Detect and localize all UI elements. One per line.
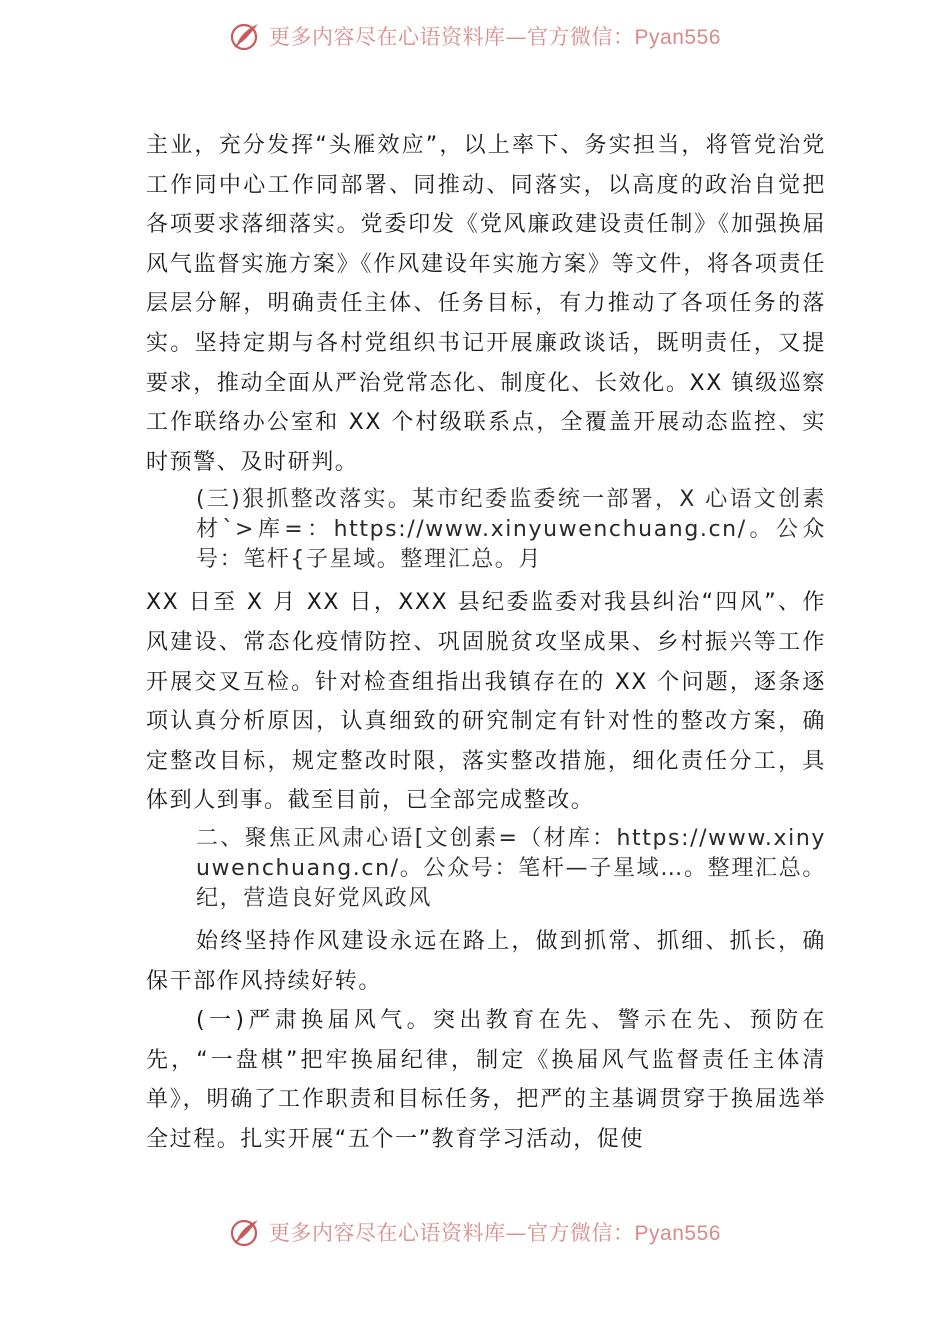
watermark-text: 更多内容尽在心语资料库—官方微信：Pyan556	[269, 1221, 721, 1245]
section-heading-watermarked: 二、聚焦正风肃心语[文创素=（材库：https://www.xinyuwenchuang.cn/。公众号：笔杆—子星域…。整理汇总。纪，营造良好党风政风	[196, 825, 826, 911]
paragraph-watermarked: (三)狠抓整改落实。某市纪委监委统一部署，X 心语文创素材`>库=：https://www.xinyuwenchuang.cn/。公众号：笔杆{子星域。整理汇总。月	[196, 487, 826, 573]
paragraph: XX 日至 X 月 XX 日，XXX 县纪委监委对我县纠治“四风”、作风建设、常态化疫情防控、巩固脱贫攻坚成果、乡村振兴等工作开展交叉互检。针对检查组指出我镇存在的 XX 个问题，逐条逐项认真分析原因，认真细致的研究制定有针对性的整改方案，确定整改目标，规定整改时限，落实整改措施，细化责任分工，具体到人到事。截至目前，已全部完成整改。	[146, 590, 826, 814]
watermark-text: 更多内容尽在心语资料库—官方微信：Pyan556	[269, 25, 721, 49]
watermark-banner-bottom	[0, 1212, 950, 1252]
wechat-id: Pyan556	[634, 26, 721, 49]
document-body	[146, 126, 826, 1159]
feather-logo-icon	[229, 1216, 261, 1248]
paragraph: (一)严肃换届风气。突出教育在先、警示在先、预防在先，“一盘棋”把牢换届纪律，制定《换届风气监督责任主体清单》，明确了工作职责和目标任务，把严的主基调贯穿于换届选举全过程。扎实开展“五个一”教育学习活动，促使	[146, 1008, 826, 1152]
wechat-id: Pyan556	[634, 1222, 721, 1245]
watermark-banner-top	[0, 16, 950, 56]
feather-logo-icon	[229, 20, 261, 52]
paragraph: 始终坚持作风建设永远在路上，做到抓常、抓细、抓长，确保干部作风持续好转。	[146, 928, 826, 994]
paragraph: 主业，充分发挥“头雁效应”，以上率下、务实担当，将管党治党工作同中心工作同部署、同推动、同落实，以高度的政治自觉把各项要求落细落实。党委印发《党风廉政建设责任制》《加强换届风气监督实施方案》《作风建设年实施方案》等文件，将各项责任层层分解，明确责任主体、任务目标，有力推动了各项任务的落实。坚持定期与各村党组织书记开展廉政谈话，既明责任，又提要求，推动全面从严治党常态化、制度化、长效化。XX 镇级巡察工作联络办公室和 XX 个村级联系点，全覆盖开展动态监控、实时预警、及时研判。	[146, 133, 826, 475]
